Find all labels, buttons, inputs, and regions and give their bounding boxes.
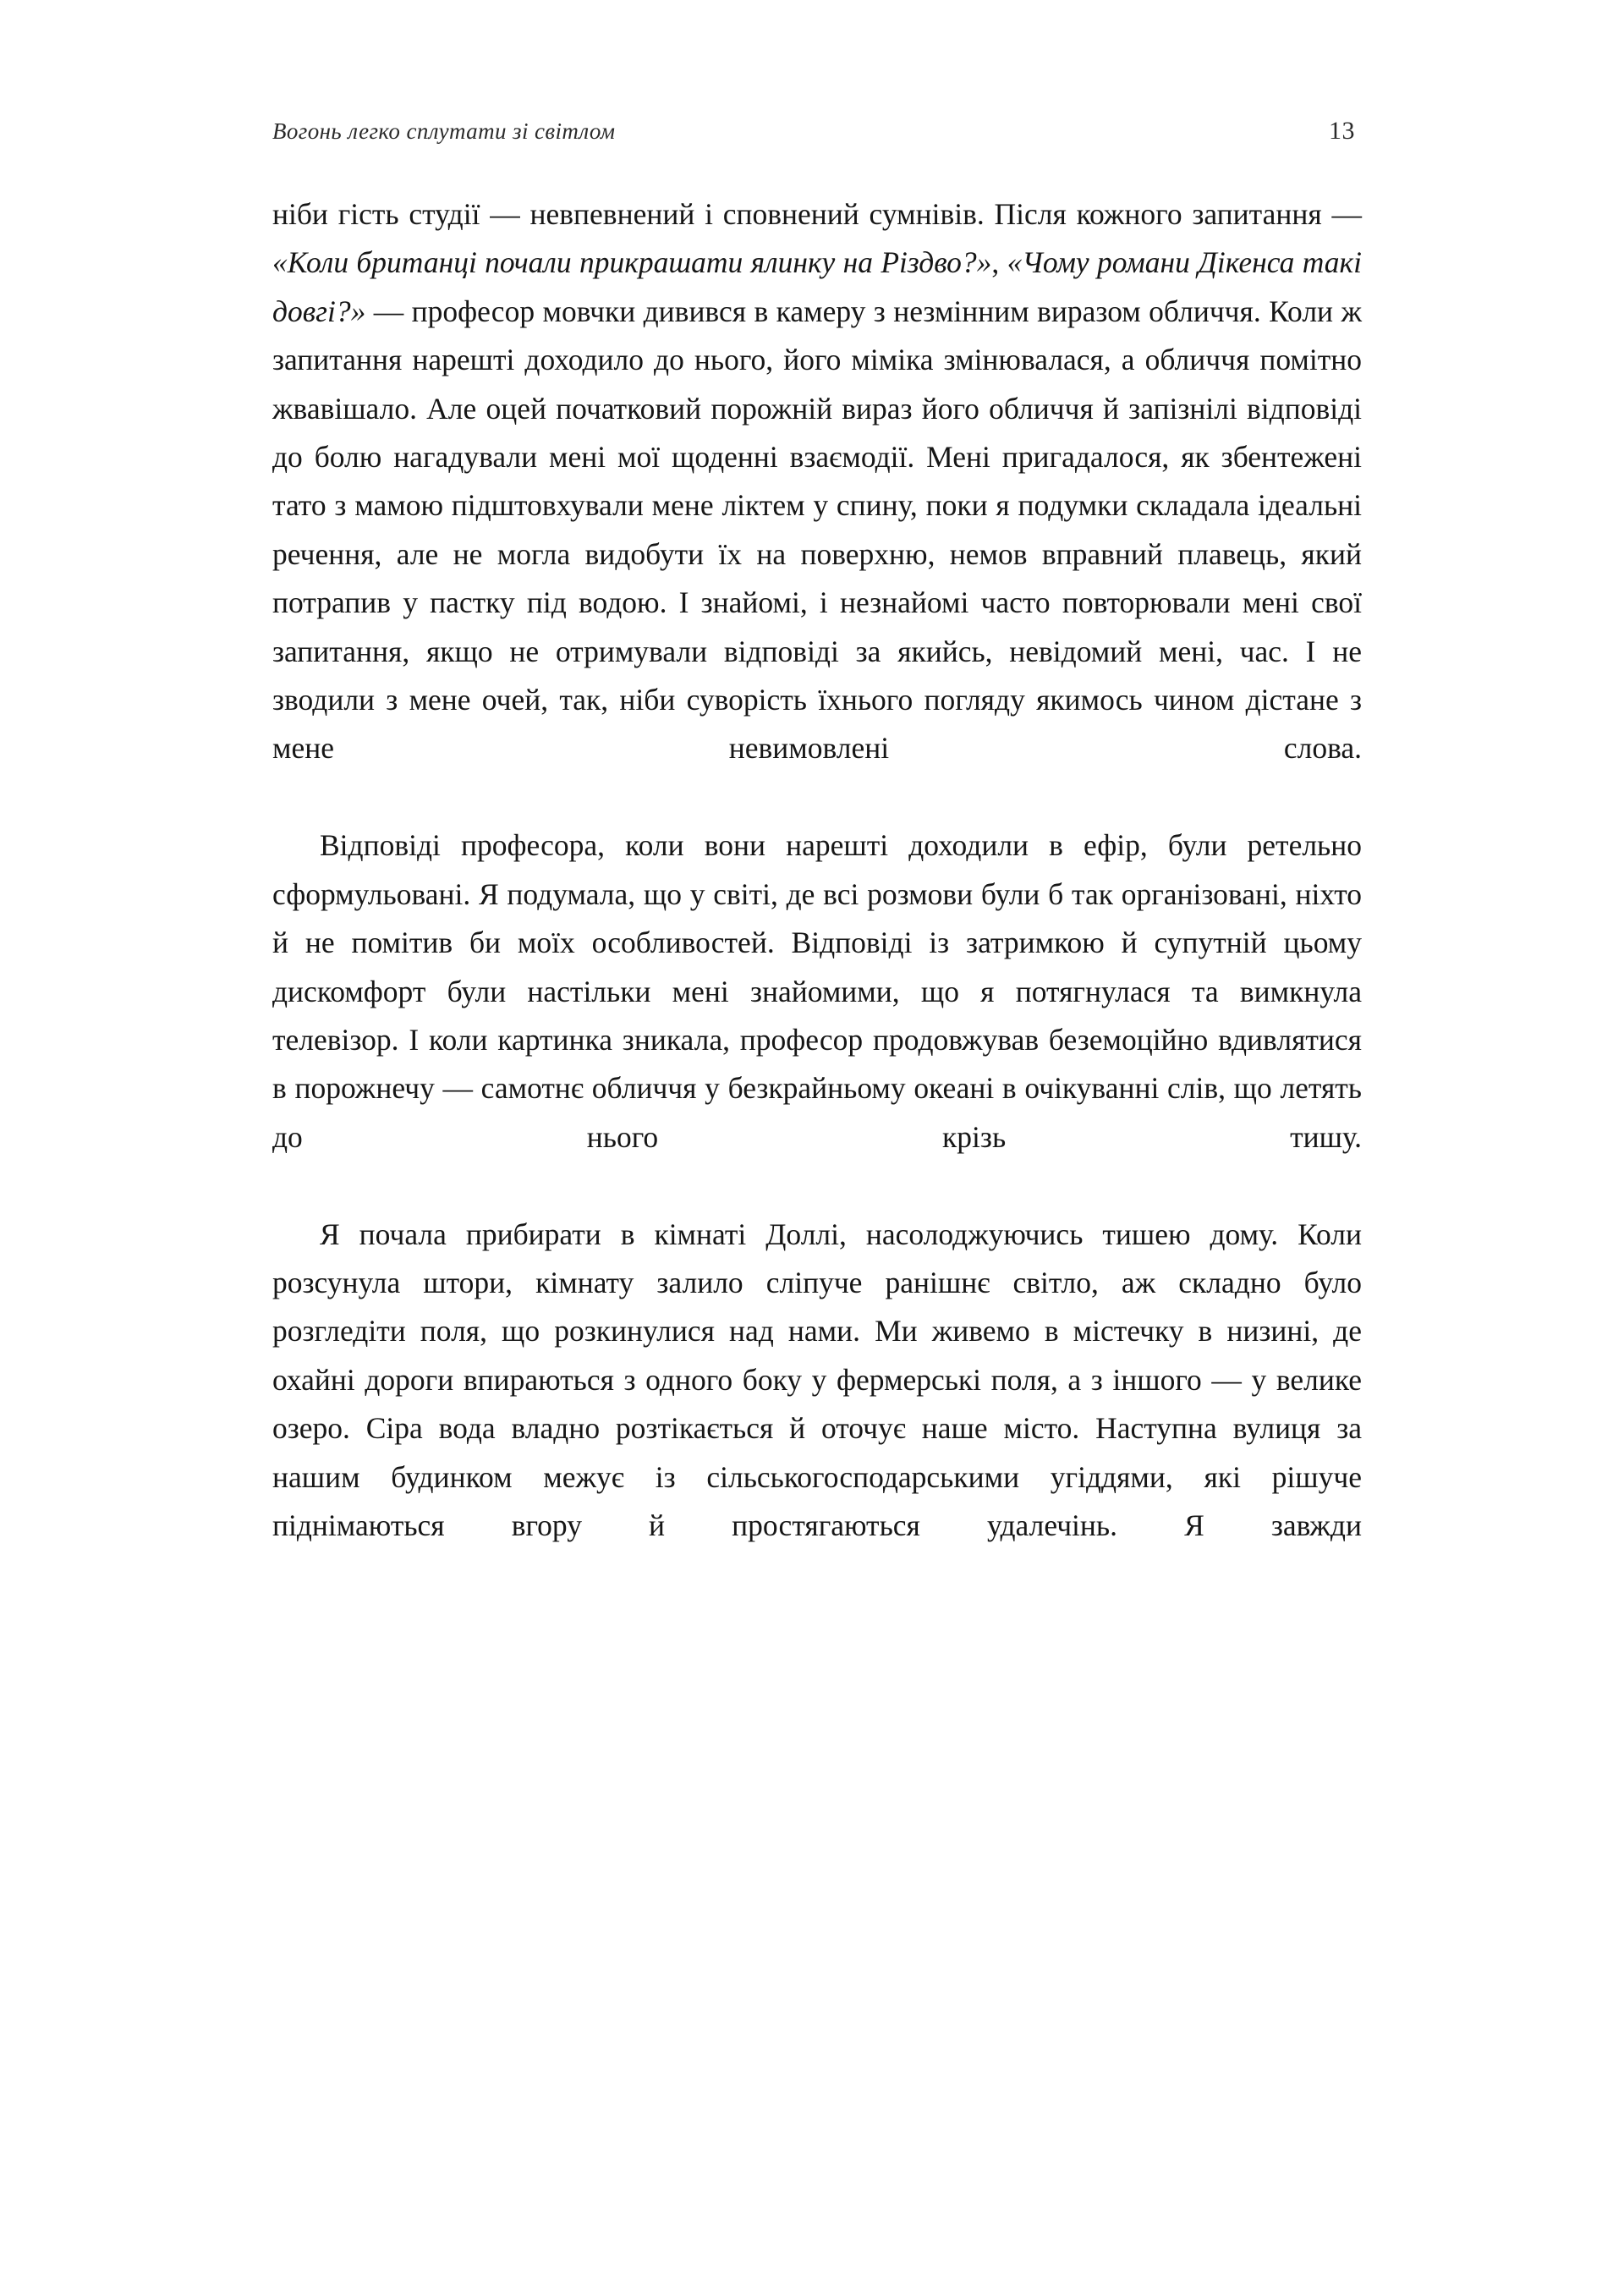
text-run: — професор мовчки дивився в камеру з незмінним виразом обличчя. Коли ж запитання нарешті доходило до нього, його міміка змінювалася, а обличчя помітно жвавішало. Але оцей початковий порожній вираз його обличчя й запізнілі відповіді до болю нагадували мені мої щоденні взаємодії. Мені пригадалося, як збентежені тато з мамою підштовхували мене ліктем у спину, поки я подумки складала ідеальні речення, але не могла видобути їх на поверхню, немов вправний плавець, який потрапив у пастку під водою. І знайомі, і незнайомі часто повторювали мені свої запитання, якщо не отримували відповіді за якийсь, невідомий мені, час. І не зводили з мене очей, так, ніби суворість їхнього погляду якимось чином дістане з мене невимовлені слова. [272,294,1362,766]
text-run: Я почала прибирати в кімнаті Доллі, насолоджуючись тишею дому. Коли розсунула штори, кімнату залило сліпуче ранішнє світло, аж складно було розгледіти поля, що розкинулися над нами. Ми живемо в містечку в низині, де охайні дороги впираються з одного боку у фермерські поля, а з іншого — у велике озеро. Сіра вода владно розтікається й оточує наше місто. Наступна вулиця за нашим будинком межує із сільськогосподарськими угіддями, які рішуче піднімаються вгору й простягаються удалечінь. Я завжди [272,1217,1362,1542]
text-run: Відповіді професора, коли вони нарешті доходили в ефір, були ретельно сформульовані. Я подумала, що у світі, де всі розмови були б так організовані, ніхто й не помітив би моїх особливостей. Відповіді із затримкою й супутній цьому дискомфорт були настільки мені знайомими, що я потягнулася та вимкнула телевізор. І коли картинка зникала, професор продовжував беземоційно вдивлятися в порожнечу — самотнє обличчя у безкрайньому океані в очікуванні слів, що летять до нього крізь тишу. [272,828,1362,1154]
paragraph [272,190,1362,821]
text-run: ніби гість студії — невпевнений і сповнений сумнівів. Після кожного запитання — [272,197,1362,231]
text-run: , [991,245,1007,280]
paragraph [272,1211,1362,1599]
quoted-question: «Коли британці почали прикрашати ялинку на Різдво?» [272,245,992,280]
paragraph [272,821,1362,1210]
body-text [272,190,1362,1599]
running-head-title: Вогонь легко сплутати зі світлом [272,118,616,144]
page-number: 13 [1329,117,1355,145]
quoted-question: «Чому романи Дікенса такі довгі?» [272,245,1362,328]
running-head [272,117,1355,146]
